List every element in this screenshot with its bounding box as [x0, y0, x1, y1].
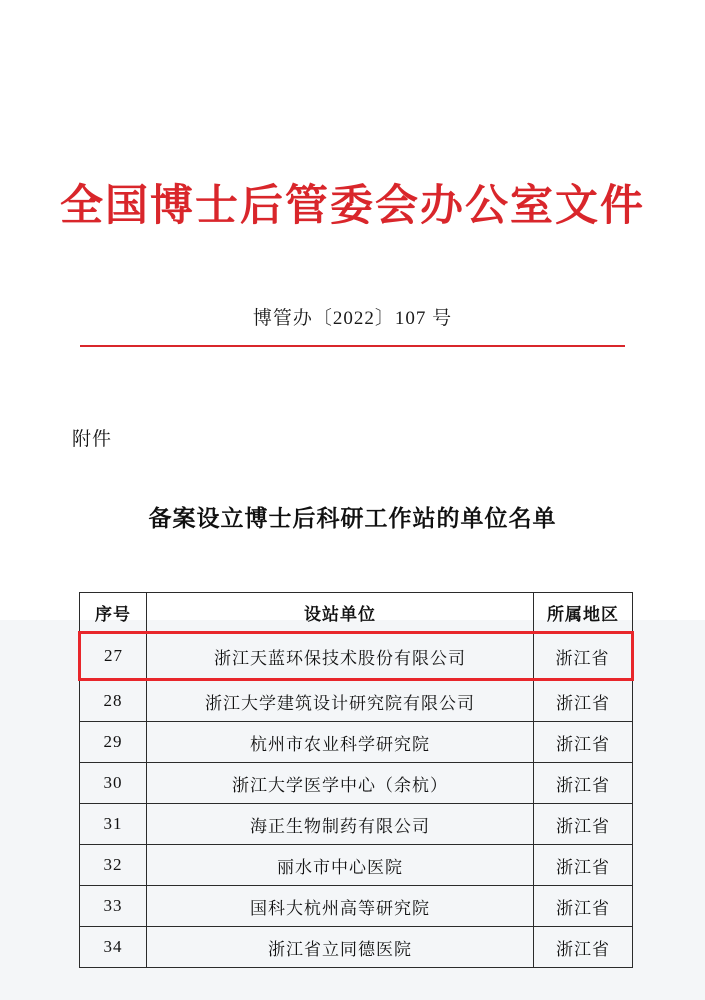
- list-title: 备案设立博士后科研工作站的单位名单: [148, 505, 557, 532]
- cell-region: 浙江省: [534, 763, 633, 804]
- document-title: 全国博士后管委会办公室文件: [60, 181, 645, 231]
- cell-unit-name: 浙江省立同德医院: [147, 927, 534, 968]
- cell-seq: 32: [80, 845, 147, 886]
- cell-unit-name: 浙江大学建筑设计研究院有限公司: [147, 680, 534, 722]
- column-header-region: 所属地区: [534, 593, 633, 633]
- cell-seq: 34: [80, 927, 147, 968]
- table-row: [80, 722, 633, 763]
- table-row: [80, 633, 633, 680]
- table-row: [80, 927, 633, 968]
- unit-table: [78, 592, 634, 968]
- cell-unit-name: 杭州市农业科学研究院: [147, 722, 534, 763]
- cell-region: 浙江省: [534, 886, 633, 927]
- cell-seq: 27: [80, 633, 147, 680]
- cell-region: 浙江省: [534, 845, 633, 886]
- cell-seq: 29: [80, 722, 147, 763]
- cell-unit-name: 国科大杭州高等研究院: [147, 886, 534, 927]
- table-row: [80, 845, 633, 886]
- column-header-seq: 序号: [80, 593, 147, 633]
- cell-seq: 30: [80, 763, 147, 804]
- column-header-unit: 设站单位: [147, 593, 534, 633]
- table-header-row: [80, 593, 633, 633]
- cell-region: 浙江省: [534, 722, 633, 763]
- table-row: [80, 886, 633, 927]
- cell-unit-name: 丽水市中心医院: [147, 845, 534, 886]
- table-row: [80, 680, 633, 722]
- table-row: [80, 804, 633, 845]
- table-header: [80, 593, 633, 633]
- red-divider-line: [80, 345, 625, 347]
- cell-unit-name: 浙江大学医学中心（余杭）: [147, 763, 534, 804]
- document-number: 博管办〔2022〕107 号: [252, 308, 453, 329]
- table-body: [80, 633, 633, 968]
- cell-seq: 33: [80, 886, 147, 927]
- cell-region: 浙江省: [534, 927, 633, 968]
- cell-region: 浙江省: [534, 633, 633, 680]
- cell-region: 浙江省: [534, 680, 633, 722]
- cell-seq: 31: [80, 804, 147, 845]
- cell-unit-name: 浙江天蓝环保技术股份有限公司: [147, 633, 534, 680]
- cell-unit-name: 海正生物制药有限公司: [147, 804, 534, 845]
- unit-table-container: [78, 592, 628, 968]
- cell-seq: 28: [80, 680, 147, 722]
- attachment-label: 附件: [72, 429, 113, 450]
- table-row: [80, 763, 633, 804]
- cell-region: 浙江省: [534, 804, 633, 845]
